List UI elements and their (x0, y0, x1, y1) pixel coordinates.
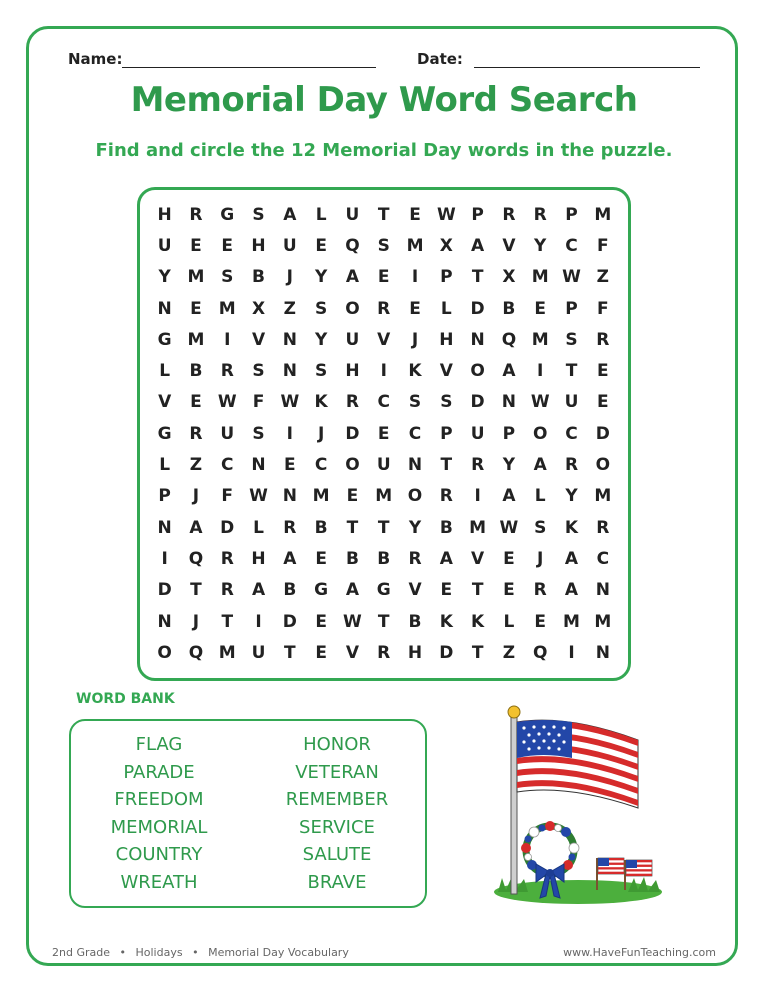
puzzle-letter[interactable]: E (596, 392, 609, 413)
puzzle-letter[interactable]: R (345, 392, 359, 413)
word-bank-word: SALUTE (302, 844, 372, 866)
puzzle-letter[interactable]: S (221, 267, 234, 288)
puzzle-letter[interactable]: P (440, 267, 453, 288)
puzzle-letter[interactable]: S (565, 329, 578, 350)
puzzle-letter[interactable]: L (503, 611, 515, 632)
puzzle-letter[interactable]: Y (408, 517, 422, 538)
puzzle-letter[interactable]: X (439, 235, 453, 256)
word-bank-title: WORD BANK (76, 691, 175, 707)
puzzle-letter[interactable]: V (471, 548, 485, 569)
word-search-grid (149, 199, 618, 668)
puzzle-letter[interactable]: L (534, 486, 546, 507)
word-bank-word: FLAG (135, 734, 183, 755)
puzzle-letter[interactable]: M (594, 611, 612, 632)
footer-website[interactable]: www.HaveFunTeaching.com (563, 946, 716, 959)
puzzle-letter[interactable]: W (280, 392, 300, 413)
puzzle-letter[interactable]: B (502, 298, 516, 319)
puzzle-letter[interactable]: E (377, 267, 390, 288)
puzzle-letter[interactable]: M (406, 235, 424, 256)
puzzle-letter[interactable]: O (157, 642, 172, 663)
puzzle-letter[interactable]: F (221, 486, 234, 507)
puzzle-letter[interactable]: J (286, 267, 293, 288)
puzzle-letter[interactable]: O (345, 298, 360, 319)
puzzle-letter[interactable]: I (286, 423, 293, 444)
puzzle-letter[interactable]: J (537, 548, 544, 569)
puzzle-letter[interactable]: Z (596, 267, 609, 288)
puzzle-letter[interactable]: M (594, 204, 612, 225)
puzzle-letter[interactable]: A (283, 204, 297, 225)
flag-pole-icon (511, 714, 517, 894)
puzzle-letter[interactable]: E (315, 611, 327, 632)
puzzle-letter[interactable]: T (565, 361, 578, 382)
puzzle-letter[interactable]: U (345, 204, 360, 225)
puzzle-letter[interactable]: C (565, 235, 578, 256)
puzzle-letter[interactable]: E (503, 548, 515, 569)
puzzle-letter[interactable]: J (411, 329, 419, 350)
puzzle-letter[interactable]: W (499, 517, 519, 538)
puzzle-letter[interactable]: B (345, 548, 359, 569)
word-bank-right-column (247, 731, 427, 897)
puzzle-letter[interactable]: E (377, 423, 390, 444)
american-flag-icon (517, 720, 638, 808)
puzzle-letter[interactable]: D (220, 517, 235, 538)
puzzle-letter[interactable]: P (471, 204, 484, 225)
word-bank-word: COUNTRY (115, 844, 203, 866)
puzzle-letter[interactable]: B (314, 517, 328, 538)
puzzle-letter[interactable]: C (314, 455, 328, 476)
puzzle-letter[interactable]: A (345, 267, 360, 288)
puzzle-letter[interactable]: C (221, 455, 234, 476)
puzzle-letter[interactable]: K (314, 392, 328, 413)
puzzle-letter[interactable]: G (220, 204, 235, 225)
puzzle-letter[interactable]: D (282, 611, 297, 632)
footer-grade: 2nd Grade (52, 946, 110, 959)
puzzle-letter[interactable]: S (252, 204, 265, 225)
puzzle-letter[interactable]: R (502, 204, 516, 225)
puzzle-letter[interactable]: E (534, 298, 547, 319)
puzzle-letter[interactable]: J (317, 423, 325, 444)
puzzle-letter[interactable]: H (407, 642, 423, 663)
puzzle-letter[interactable]: E (315, 642, 327, 663)
puzzle-letter[interactable]: W (436, 204, 456, 225)
puzzle-letter[interactable]: E (409, 298, 421, 319)
puzzle-letter[interactable]: N (595, 580, 610, 601)
puzzle-letter[interactable]: N (501, 392, 517, 413)
puzzle-letter[interactable]: R (220, 548, 234, 569)
puzzle-letter[interactable]: Q (501, 329, 517, 350)
puzzle-letter[interactable]: E (284, 455, 296, 476)
puzzle-letter[interactable]: M (312, 486, 330, 507)
puzzle-letter[interactable]: T (221, 611, 234, 632)
puzzle-letter[interactable]: T (284, 642, 296, 663)
puzzle-letter[interactable]: C (565, 423, 578, 444)
word-bank-word: PARADE (123, 761, 195, 783)
puzzle-letter[interactable]: I (474, 486, 481, 507)
puzzle-letter[interactable]: Z (189, 455, 203, 476)
word-bank-word: VETERAN (295, 761, 379, 783)
name-label: Name: (68, 50, 123, 68)
puzzle-letter[interactable]: J (192, 486, 200, 507)
puzzle-letter[interactable]: N (251, 455, 266, 476)
puzzle-letter[interactable]: D (595, 423, 610, 444)
puzzle-letter[interactable]: H (345, 361, 360, 382)
puzzle-letter[interactable]: O (345, 455, 360, 476)
puzzle-letter[interactable]: A (345, 580, 360, 601)
puzzle-letter[interactable]: O (532, 423, 548, 444)
puzzle-letter[interactable]: D (157, 580, 172, 601)
puzzle-letter[interactable]: M (594, 486, 612, 507)
puzzle-letter[interactable]: R (471, 455, 485, 476)
puzzle-letter[interactable]: S (252, 361, 265, 382)
puzzle-letter[interactable]: O (595, 455, 611, 476)
puzzle-letter[interactable]: R (439, 486, 453, 507)
puzzle-letter[interactable]: R (377, 298, 391, 319)
word-bank-word: BRAVE (307, 871, 367, 893)
puzzle-letter[interactable]: M (563, 611, 580, 632)
puzzle-letter[interactable]: E (596, 361, 609, 382)
puzzle-letter[interactable]: A (251, 580, 266, 601)
puzzle-letter[interactable]: E (440, 580, 453, 601)
puzzle-letter[interactable]: U (220, 423, 235, 444)
puzzle-letter[interactable]: C (377, 392, 390, 413)
puzzle-letter[interactable]: E (315, 235, 327, 256)
puzzle-letter[interactable]: P (565, 298, 578, 319)
puzzle-letter[interactable]: V (158, 392, 172, 413)
puzzle-letter[interactable]: H (157, 204, 172, 225)
puzzle-letter[interactable]: P (502, 423, 516, 444)
puzzle-letter[interactable]: V (439, 361, 453, 382)
puzzle-letter[interactable]: M (187, 267, 205, 288)
puzzle-letter[interactable]: A (564, 548, 579, 569)
puzzle-letter[interactable]: B (408, 611, 422, 632)
puzzle-letter[interactable]: T (377, 611, 390, 632)
puzzle-letter[interactable]: H (251, 235, 266, 256)
puzzle-letter[interactable]: S (534, 517, 547, 538)
puzzle-letter[interactable]: M (218, 298, 236, 319)
puzzle-letter[interactable]: E (190, 235, 202, 256)
puzzle-letter[interactable]: L (315, 204, 327, 225)
puzzle-letter[interactable]: R (408, 548, 422, 569)
puzzle-letter[interactable]: D (439, 642, 454, 663)
puzzle-letter[interactable]: R (283, 517, 297, 538)
puzzle-letter[interactable]: R (189, 204, 203, 225)
puzzle-letter[interactable]: U (376, 455, 391, 476)
puzzle-letter[interactable]: Y (565, 486, 578, 507)
puzzle-letter[interactable]: E (315, 548, 327, 569)
puzzle-letter[interactable]: S (252, 423, 265, 444)
puzzle-letter[interactable]: T (377, 204, 390, 225)
puzzle-letter[interactable]: B (189, 361, 203, 382)
puzzle-letter[interactable]: R (220, 580, 234, 601)
puzzle-letter[interactable]: S (315, 361, 328, 382)
puzzle-letter[interactable]: N (407, 455, 423, 476)
puzzle-letter[interactable]: T (471, 580, 484, 601)
puzzle-letter[interactable]: S (377, 235, 390, 256)
puzzle-letter[interactable]: E (503, 580, 515, 601)
puzzle-letter[interactable]: A (533, 455, 547, 476)
puzzle-letter[interactable]: M (187, 329, 205, 350)
puzzle-letter[interactable]: B (377, 548, 391, 569)
puzzle-letter[interactable]: S (440, 392, 453, 413)
puzzle-letter[interactable]: B (283, 580, 297, 601)
pole-finial-icon (508, 706, 520, 718)
puzzle-letter[interactable]: R (533, 580, 547, 601)
puzzle-letter[interactable]: N (282, 361, 297, 382)
date-label: Date: (417, 50, 463, 68)
puzzle-letter[interactable]: G (157, 423, 172, 444)
puzzle-letter[interactable]: I (411, 267, 419, 288)
puzzle-letter[interactable]: S (315, 298, 328, 319)
puzzle-letter[interactable]: Q (188, 642, 204, 663)
puzzle-letter[interactable]: A (564, 580, 579, 601)
puzzle-letter[interactable]: I (255, 611, 262, 632)
puzzle-letter[interactable]: U (470, 423, 485, 444)
puzzle-letter[interactable]: Y (534, 235, 547, 256)
puzzle-letter[interactable]: I (537, 361, 544, 382)
puzzle-letter[interactable]: Y (314, 267, 328, 288)
puzzle-letter[interactable]: G (376, 580, 391, 601)
puzzle-letter[interactable]: D (470, 298, 485, 319)
puzzle-letter[interactable]: E (346, 486, 359, 507)
puzzle-letter[interactable]: R (596, 517, 610, 538)
puzzle-letter[interactable]: W (530, 392, 550, 413)
puzzle-letter[interactable]: N (157, 517, 172, 538)
puzzle-letter[interactable]: I (568, 642, 575, 663)
puzzle-letter[interactable]: Z (502, 642, 516, 663)
puzzle-letter[interactable]: V (345, 642, 360, 663)
name-field[interactable] (122, 67, 376, 68)
footer-subject: Memorial Day Vocabulary (208, 946, 349, 959)
puzzle-letter[interactable]: G (157, 329, 172, 350)
puzzle-letter[interactable]: B (439, 517, 453, 538)
puzzle-letter[interactable]: E (190, 298, 202, 319)
puzzle-letter[interactable]: U (157, 235, 172, 256)
puzzle-letter[interactable]: A (189, 517, 203, 538)
puzzle-letter[interactable]: N (470, 329, 485, 350)
puzzle-letter[interactable]: I (380, 361, 387, 382)
puzzle-letter[interactable]: R (596, 329, 610, 350)
puzzle-letter[interactable]: O (407, 486, 423, 507)
puzzle-letter[interactable]: U (564, 392, 579, 413)
footer-topic: Holidays (135, 946, 183, 959)
word-bank-word: REMEMBER (285, 789, 389, 811)
puzzle-letter[interactable]: L (159, 455, 171, 476)
puzzle-letter[interactable]: V (251, 329, 266, 350)
puzzle-letter[interactable]: U (345, 329, 360, 350)
puzzle-letter[interactable]: U (251, 642, 266, 663)
puzzle-letter[interactable]: A (502, 361, 516, 382)
puzzle-letter[interactable]: X (251, 298, 266, 319)
puzzle-letter[interactable]: L (440, 298, 452, 319)
puzzle-letter[interactable]: Q (532, 642, 548, 663)
puzzle-letter[interactable]: P (158, 486, 171, 507)
puzzle-letter[interactable]: R (533, 204, 547, 225)
footer-tags (52, 946, 349, 959)
word-bank-word: WREATH (120, 871, 198, 893)
puzzle-letter[interactable]: Y (314, 329, 328, 350)
puzzle-letter[interactable]: M (375, 486, 393, 507)
puzzle-letter[interactable]: X (502, 267, 516, 288)
puzzle-letter[interactable]: S (408, 392, 422, 413)
footer-separator: • (192, 946, 199, 959)
puzzle-letter[interactable]: W (217, 392, 237, 413)
puzzle-letter[interactable]: Y (158, 267, 171, 288)
puzzle-letter[interactable]: W (562, 267, 581, 288)
puzzle-letter[interactable]: H (439, 329, 454, 350)
puzzle-letter[interactable]: P (440, 423, 453, 444)
footer-separator: • (119, 946, 126, 959)
word-bank-word: FREEDOM (114, 789, 204, 811)
puzzle-letter[interactable]: N (157, 298, 172, 319)
puzzle-letter[interactable]: C (596, 548, 610, 569)
puzzle-letter[interactable]: P (565, 204, 578, 225)
puzzle-letter[interactable]: T (471, 267, 484, 288)
puzzle-letter[interactable]: I (161, 548, 168, 569)
flag-wreath-illustration (488, 700, 668, 910)
puzzle-letter[interactable]: H (251, 548, 266, 569)
word-bank-word: HONOR (303, 734, 371, 755)
puzzle-letter[interactable]: R (377, 642, 391, 663)
puzzle-letter[interactable]: K (471, 611, 485, 632)
puzzle-letter[interactable]: M (531, 267, 549, 288)
instructions: Find and circle the 12 Memorial Day words in the puzzle. (95, 140, 673, 161)
page-title: Memorial Day Word Search (130, 80, 638, 120)
puzzle-letter[interactable]: M (531, 329, 549, 350)
puzzle-letter[interactable]: G (314, 580, 329, 601)
puzzle-letter[interactable]: E (190, 392, 202, 413)
puzzle-letter[interactable]: T (190, 580, 202, 601)
word-bank-word: SERVICE (299, 816, 375, 838)
puzzle-letter[interactable]: N (282, 486, 297, 507)
puzzle-letter[interactable]: W (343, 611, 362, 632)
date-field[interactable] (474, 67, 700, 68)
puzzle-letter[interactable]: Y (502, 455, 516, 476)
puzzle-letter[interactable]: D (470, 392, 485, 413)
puzzle-letter[interactable]: R (564, 455, 579, 476)
puzzle-letter[interactable]: Q (345, 235, 360, 256)
puzzle-letter[interactable]: C (408, 423, 422, 444)
puzzle-letter[interactable]: Q (188, 548, 204, 569)
word-bank-left-column (69, 731, 249, 897)
puzzle-letter[interactable]: R (189, 423, 203, 444)
puzzle-letter[interactable]: I (224, 329, 231, 350)
puzzle-letter[interactable]: B (252, 267, 266, 288)
puzzle-letter[interactable]: U (282, 235, 297, 256)
puzzle-letter[interactable]: W (249, 486, 268, 507)
puzzle-letter[interactable]: L (253, 517, 264, 538)
puzzle-letter[interactable]: A (439, 548, 453, 569)
puzzle-letter[interactable]: F (596, 298, 609, 319)
puzzle-letter[interactable]: A (471, 235, 485, 256)
puzzle-letter[interactable]: E (221, 235, 234, 256)
puzzle-letter[interactable]: N (595, 642, 610, 663)
puzzle-letter[interactable]: K (408, 361, 422, 382)
puzzle-letter[interactable]: A (502, 486, 516, 507)
puzzle-letter[interactable]: A (283, 548, 297, 569)
puzzle-letter[interactable]: T (471, 642, 484, 663)
puzzle-letter[interactable]: K (564, 517, 579, 538)
puzzle-letter[interactable]: J (192, 611, 200, 632)
word-bank-word: MEMORIAL (110, 816, 208, 838)
puzzle-letter[interactable]: F (596, 235, 609, 256)
puzzle-letter[interactable]: M (218, 642, 236, 663)
puzzle-letter[interactable]: D (345, 423, 360, 444)
puzzle-letter[interactable]: V (502, 235, 516, 256)
puzzle-letter[interactable]: T (377, 517, 390, 538)
puzzle-letter[interactable]: Z (283, 298, 296, 319)
puzzle-letter[interactable]: E (409, 204, 421, 225)
puzzle-letter[interactable]: T (346, 517, 359, 538)
puzzle-letter[interactable]: N (282, 329, 297, 350)
puzzle-letter[interactable]: V (408, 580, 422, 601)
puzzle-letter[interactable]: L (159, 361, 171, 382)
puzzle-letter[interactable]: E (534, 611, 547, 632)
puzzle-letter[interactable]: O (470, 361, 485, 382)
puzzle-letter[interactable]: N (157, 611, 172, 632)
puzzle-letter[interactable]: V (377, 329, 391, 350)
puzzle-letter[interactable]: T (440, 455, 453, 476)
puzzle-letter[interactable]: K (439, 611, 453, 632)
puzzle-letter[interactable]: F (252, 392, 265, 413)
puzzle-letter[interactable]: R (220, 361, 234, 382)
puzzle-letter[interactable]: M (469, 517, 487, 538)
